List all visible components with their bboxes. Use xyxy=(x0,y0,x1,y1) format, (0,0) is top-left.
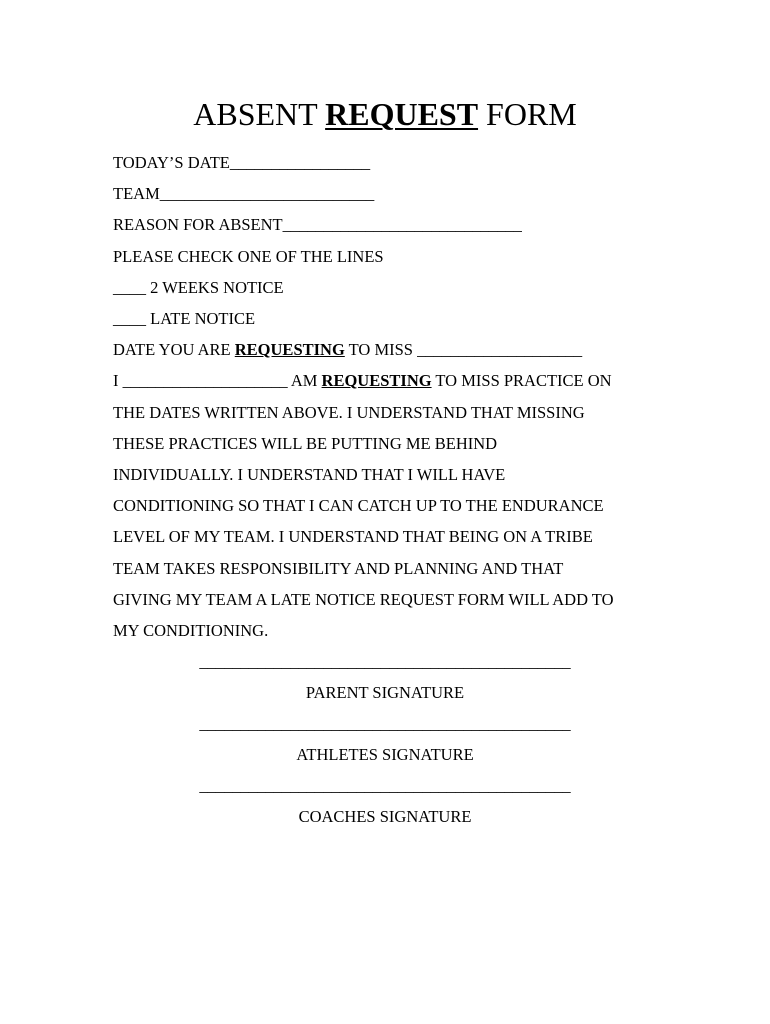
statement-line: GIVING MY TEAM A LATE NOTICE REQUEST FORM WILL ADD TO xyxy=(113,589,614,609)
todays-date-field[interactable]: TODAY’S DATE_________________ xyxy=(113,153,371,172)
athlete-signature-block xyxy=(0,708,770,770)
form-title xyxy=(0,94,770,134)
statement-line: LEVEL OF MY TEAM. I UNDERSTAND THAT BEING ON A TRIBE xyxy=(113,527,593,547)
statement-line-1-emphasis: REQUESTING xyxy=(321,371,432,391)
statement-line-1-post: TO MISS PRACTICE ON xyxy=(431,371,612,391)
coach-signature-block xyxy=(0,770,770,832)
statement-line-1[interactable] xyxy=(113,365,673,396)
athlete-signature-label: ATHLETES SIGNATURE xyxy=(296,745,474,765)
date-line-pre: DATE YOU ARE xyxy=(113,340,235,360)
form-body xyxy=(113,147,673,646)
check-prompt: PLEASE CHECK ONE OF THE LINES xyxy=(113,246,384,266)
statement-line: TEAM TAKES RESPONSIBILITY AND PLANNING AND THAT xyxy=(113,558,564,578)
coach-signature-label: COACHES SIGNATURE xyxy=(298,807,472,827)
date-line-post: TO MISS ____________________ xyxy=(344,340,583,360)
statement-line: MY CONDITIONING. xyxy=(113,621,269,641)
statement-line: INDIVIDUALLY. I UNDERSTAND THAT I WILL HAVE xyxy=(113,465,506,485)
date-missing-field[interactable] xyxy=(113,334,673,365)
statement-line: THESE PRACTICES WILL BE PUTTING ME BEHIND xyxy=(113,433,498,453)
reason-field[interactable]: REASON FOR ABSENT_____________________________ xyxy=(113,215,522,235)
title-part-2: FORM xyxy=(478,96,577,132)
team-field[interactable]: TEAM__________________________ xyxy=(113,184,375,204)
parent-signature-label: PARENT SIGNATURE xyxy=(305,683,465,703)
title-part-1: ABSENT xyxy=(193,96,326,132)
statement-line-1-pre: I ____________________ AM xyxy=(113,371,322,391)
coach-signature-line[interactable]: _____________________________________________ xyxy=(199,776,571,795)
date-line-emphasis: REQUESTING xyxy=(234,340,345,360)
athlete-signature-line[interactable]: _____________________________________________ xyxy=(199,714,571,733)
option-late-notice[interactable]: ____ LATE NOTICE xyxy=(113,309,256,329)
parent-signature-block xyxy=(0,646,770,708)
parent-signature-line[interactable]: _____________________________________________ xyxy=(199,652,571,671)
option-two-weeks-notice[interactable]: ____ 2 WEEKS NOTICE xyxy=(113,277,284,297)
title-emphasis: REQUEST xyxy=(325,96,479,132)
statement-line: THE DATES WRITTEN ABOVE. I UNDERSTAND THAT MISSING xyxy=(113,402,585,422)
statement-line: CONDITIONING SO THAT I CAN CATCH UP TO THE ENDURANCE xyxy=(113,496,604,516)
